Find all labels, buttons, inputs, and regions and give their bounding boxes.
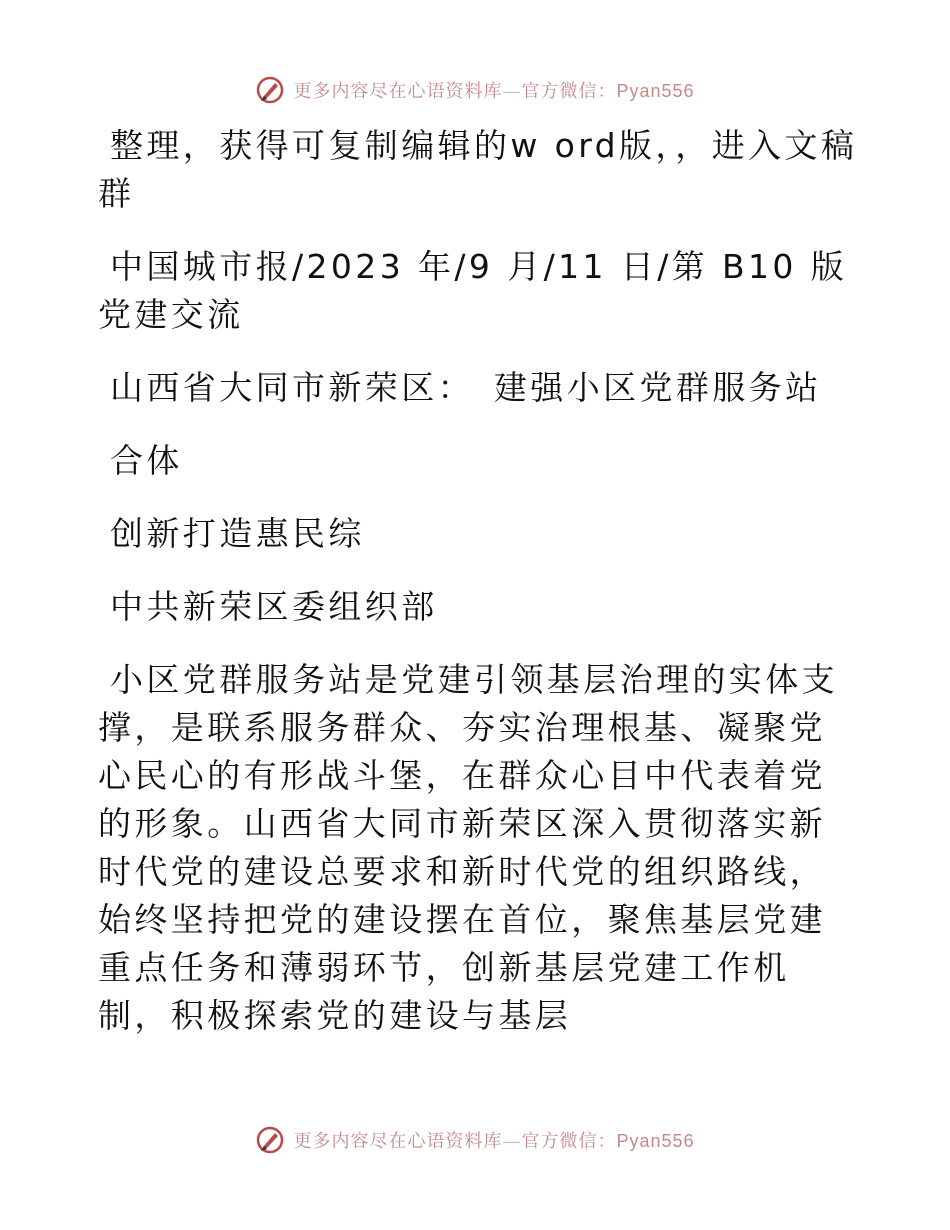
watermark-id: Pyan556 (616, 1131, 695, 1151)
pen-circle-logo-icon (255, 1125, 285, 1155)
watermark-wechat: 官方微信： (521, 81, 617, 102)
watermark-id: Pyan556 (616, 81, 695, 101)
pen-circle-logo-icon (255, 75, 285, 105)
paragraph-author: 中共新荣区委组织部 (110, 587, 438, 626)
paragraph-title-line-1: 山西省大同市新荣区： 建强小区党群服务站 (110, 368, 822, 407)
watermark-main: 更多内容尽在心语资料库 (293, 1131, 503, 1152)
paragraph-title-line-2: 合体 (110, 441, 183, 480)
header-watermark (0, 70, 950, 110)
watermark-text (293, 1127, 694, 1153)
watermark-dash: — (502, 81, 522, 102)
paragraph-source: 中国城市报/2023 年/9 月/11 日/第 B10 版党建交流 (98, 247, 848, 334)
footer-watermark (0, 1120, 950, 1160)
watermark-text (293, 77, 694, 103)
paragraph-body: 小区党群服务站是党建引领基层治理的实体支撑，是联系服务群众、夯实治理根基、凝聚党心民心的有形战斗堡，在群众心目中代表着党的形象。山西省大同市新荣区深入贯彻落实新时代党的建设总要求和新时代党的组织路线，始终坚持把党的建设摆在首位，聚焦基层党建重点任务和薄弱环节，创新基层党建工作机制，积极探索党的建设与基层 (98, 660, 838, 1035)
watermark-wechat: 官方微信： (521, 1131, 617, 1152)
paragraph-intro: 整理，获得可复制编辑的w ord版，，进入文稿群 (98, 126, 858, 213)
watermark-main: 更多内容尽在心语资料库 (293, 81, 503, 102)
watermark-dash: — (502, 1131, 522, 1152)
document-body (98, 122, 858, 1065)
paragraph-title-line-3: 创新打造惠民综 (110, 514, 365, 553)
